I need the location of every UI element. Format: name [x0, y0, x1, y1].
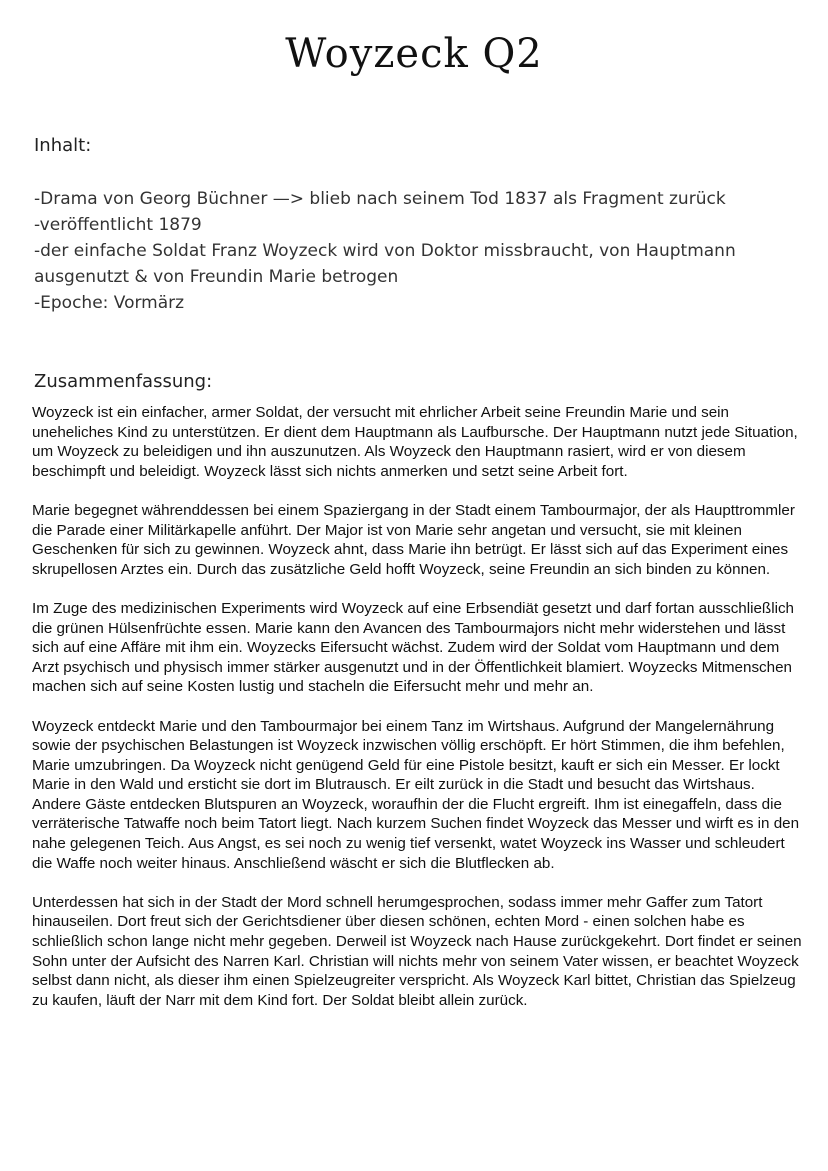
zusammenfassung-heading: Zusammenfassung: — [34, 371, 213, 392]
inhalt-item-published: -veröffentlicht 1879 — [34, 215, 202, 235]
inhalt-heading: Inhalt: — [34, 135, 92, 156]
summary-paragraph-2: Marie begegnet währenddessen bei einem Spaziergang in der Stadt einem Tambourmajor, der als Haupttrommler die Parade einer Militärkapelle anführt. Der Major ist von Marie sehr angetan und versucht, sie mit kleinen Geschenken für sich zu gewinnen. Woyzeck ahnt, dass Marie ihn betrügt. Er lässt sich auf das Experiment eines skrupellosen Arztes ein. Durch das zusätzliche Geld hofft Woyzeck, seine Freundin an sich binden zu können. — [32, 501, 795, 578]
page-title: Woyzeck Q2 — [285, 31, 543, 77]
summary-text — [32, 403, 802, 1030]
inhalt-item-author: -Drama von Georg Büchner —> blieb nach seinem Tod 1837 als Fragment zurück — [34, 189, 726, 209]
summary-paragraph-1: Woyzeck ist ein einfacher, armer Soldat, der versucht mit ehrlicher Arbeit seine Freundin Marie und sein uneheliches Kind zu unterstützen. Er dient dem Hauptmann als Laufbursche. Der Hauptmann nutzt jede Situation, um Woyzeck zu beleidigen und ihn auszunutzen. Als Woyzeck den Hauptmann rasiert, wird er von diesem beschimpft und beleidigt. Woyzeck lässt sich nichts anmerken und setzt seine Arbeit fort. — [32, 404, 798, 480]
inhalt-item-plot: -der einfache Soldat Franz Woyzeck wird von Doktor missbraucht, von Hauptmann ausgenutzt & von Freundin Marie betrogen — [34, 241, 736, 287]
summary-paragraph-5: Unterdessen hat sich in der Stadt der Mord schnell herumgesprochen, sodass immer mehr Gaffer zum Tatort hinauseilen. Dort freut sich der Gerichtsdiener über diesen schönen, echten Mord - einen solchen habe es schließlich schon lange nicht mehr gegeben. Derweil ist Woyzeck nach Hause zurückgekehrt. Dort findet er seinen Sohn unter der Aufsicht des Narren Karl. Christian will nichts mehr von seinem Vater wissen, er beachtet Woyzeck selbst dann nicht, als dieser ihm einen Spielzeugreiter verspricht. Als Woyzeck Karl bittet, Christian das Spielzeug zu kaufen, läuft der Narr mit dem Kind fort. Der Soldat bleibt allein zurück. — [32, 893, 802, 1009]
summary-paragraph-4: Woyzeck entdeckt Marie und den Tambourmajor bei einem Tanz im Wirtshaus. Aufgrund der Mangelernährung sowie der psychischen Belastungen ist Woyzeck inzwischen völlig erschöpft. Er hört Stimmen, die ihm befehlen, Marie umzubringen. Da Woyzeck nicht genügend Geld für eine Pistole besitzt, kauft er sich ein Messer. Er lockt Marie in den Wald und ersticht sie dort im Blutrausch. Er eilt zurück in die Stadt und besucht das Wirtshaus. Andere Gäste entdecken Blutspuren an Woyzeck, woraufhin der die Flucht ergreift. Ihm ist einegaffeln, dass die verräterische Tatwaffe noch beim Tatort liegt. Nach kurzem Suchen findet Woyzeck das Messer und wirft es in den nahe gelegenen Teich. Aus Angst, es sei noch zu wenig tief versenkt, watet Woyzeck ins Wasser und schleudert die Waffe noch weiter hinaus. Anschließend wäscht er sich die Blutflecken ab. — [32, 717, 800, 872]
inhalt-item-epoch: -Epoche: Vormärz — [34, 293, 185, 313]
summary-paragraph-3: Im Zuge des medizinischen Experiments wird Woyzeck auf eine Erbsendiät gesetzt und darf fortan ausschließlich die grünen Hülsenfrüchte essen. Marie kann den Avancen des Tambourmajors nicht mehr widerstehen und lässt sich auf eine Affäre mit ihm ein. Woyzecks Eifersucht wächst. Zudem wird der Soldat vom Hauptmann und dem Arzt psychisch und physisch immer stärker ausgenutzt und in der Öffentlichkeit blamiert. Woyzecks Mitmenschen machen sich auf seine Kosten lustig und stacheln die Eifersucht mehr und mehr an. — [32, 599, 794, 696]
inhalt-list — [34, 186, 814, 316]
